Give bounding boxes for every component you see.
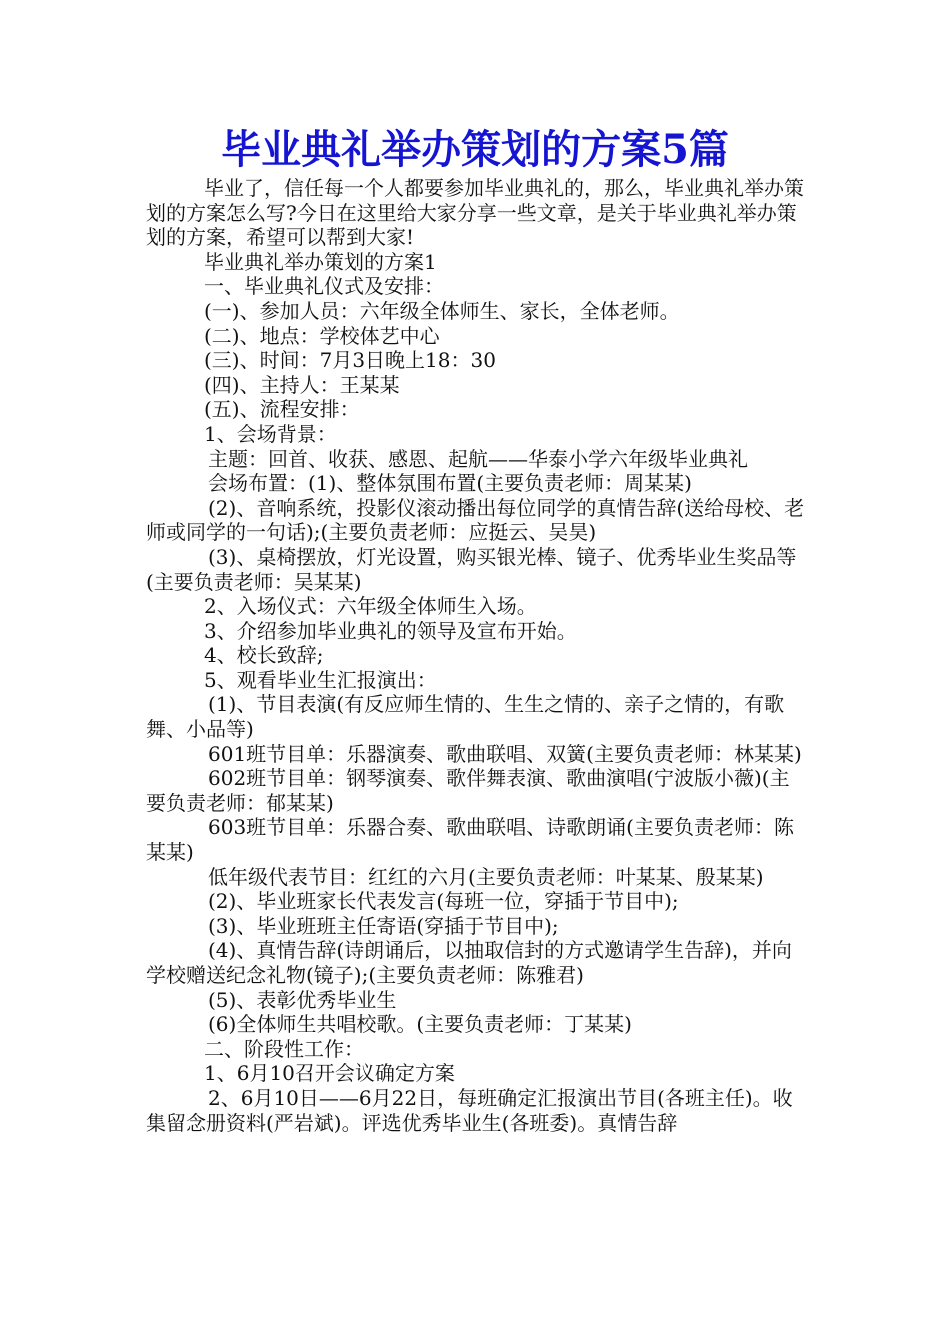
paragraph: 1、会场背景： — [204, 421, 337, 446]
paragraph: 会场布置：(1)、整体氛围布置(主要负责老师：周某某) — [208, 471, 692, 496]
intro-paragraph: 毕业了，信任每一个人都要参加毕业典礼的，那么，毕业典礼举办策划的方案怎么写?今日在这里给大家分享一些文章，是关于毕业典礼举办策划的方案，希望可以帮到大家! — [146, 176, 804, 250]
paragraph: 一、毕业典礼仪式及安排： — [204, 274, 444, 299]
paragraph: (二)、地点：学校体艺中心 — [204, 323, 440, 348]
paragraph: (4)、真情告辞(诗朗诵后，以抽取信封的方式邀请学生告辞)，并向学校赠送纪念礼物(镜子);(主要负责老师：陈雅君) — [146, 938, 792, 987]
paragraph: 2、6月10日——6月22日，每班确定汇报演出节目(各班主任)。收集留念册资料(严岩斌)。评选优秀毕业生(各班委)。真情告辞 — [146, 1085, 793, 1135]
paragraph: 主题：回首、收获、感恩、起航——华泰小学六年级毕业典礼 — [208, 446, 748, 471]
paragraph: 3、介绍参加毕业典礼的领导及宣布开始。 — [204, 618, 577, 643]
paragraph: 4、校长致辞; — [204, 643, 324, 668]
paragraph: (2)、音响系统，投影仪滚动播出每位同学的真情告辞(送给母校、老师或同学的一句话);(主要负责老师：应挺云、吴昊) — [146, 495, 805, 545]
section-heading: 二、阶段性工作： — [204, 1036, 364, 1061]
paragraph: (一)、参加人员：六年级全体师生、家长，全体老师。 — [204, 298, 680, 323]
document-title: 毕业典礼举办策划的方案5篇 — [221, 126, 729, 173]
paragraph: (四)、主持人：王某某 — [204, 372, 400, 397]
paragraph: (三)、时间：7月3日晚上18：30 — [204, 348, 496, 373]
paragraph: (五)、流程安排： — [204, 397, 360, 422]
paragraph: 602班节目单：钢琴演奏、歌伴舞表演、歌曲演唱(宁波版小薇)(主要负责老师：郁某某) — [146, 766, 790, 815]
paragraph: 低年级代表节目：红红的六月(主要负责老师：叶某某、殷某某) — [208, 864, 764, 889]
paragraph: (3)、毕业班班主任寄语(穿插于节目中); — [208, 913, 559, 938]
paragraph: (6)全体师生共唱校歌。(主要负责老师：丁某某) — [208, 1012, 632, 1037]
paragraph: 603班节目单：乐器合奏、歌曲联唱、诗歌朗诵(主要负责老师：陈某某) — [146, 815, 794, 865]
section-heading: 毕业典礼举办策划的方案1 — [204, 249, 437, 274]
document-body — [146, 176, 808, 1135]
paragraph: 601班节目单：乐器演奏、歌曲联唱、双簧(主要负责老师：林某某) — [208, 741, 802, 766]
paragraph: (1)、节目表演(有反应师生情的、生生之情的、亲子之情的，有歌舞、小品等) — [146, 692, 785, 742]
paragraph: (2)、毕业班家长代表发言(每班一位，穿插于节目中); — [208, 889, 679, 914]
paragraph: 2、入场仪式：六年级全体师生入场。 — [204, 594, 537, 619]
paragraph: 1、6月10召开会议确定方案 — [204, 1061, 455, 1086]
paragraph: (5)、表彰优秀毕业生 — [208, 987, 397, 1012]
paragraph: 5、观看毕业生汇报演出： — [204, 667, 437, 692]
paragraph: (3)、桌椅摆放，灯光设置，购买银光棒、镜子、优秀毕业生奖品等(主要负责老师：吴某某) — [146, 544, 797, 594]
